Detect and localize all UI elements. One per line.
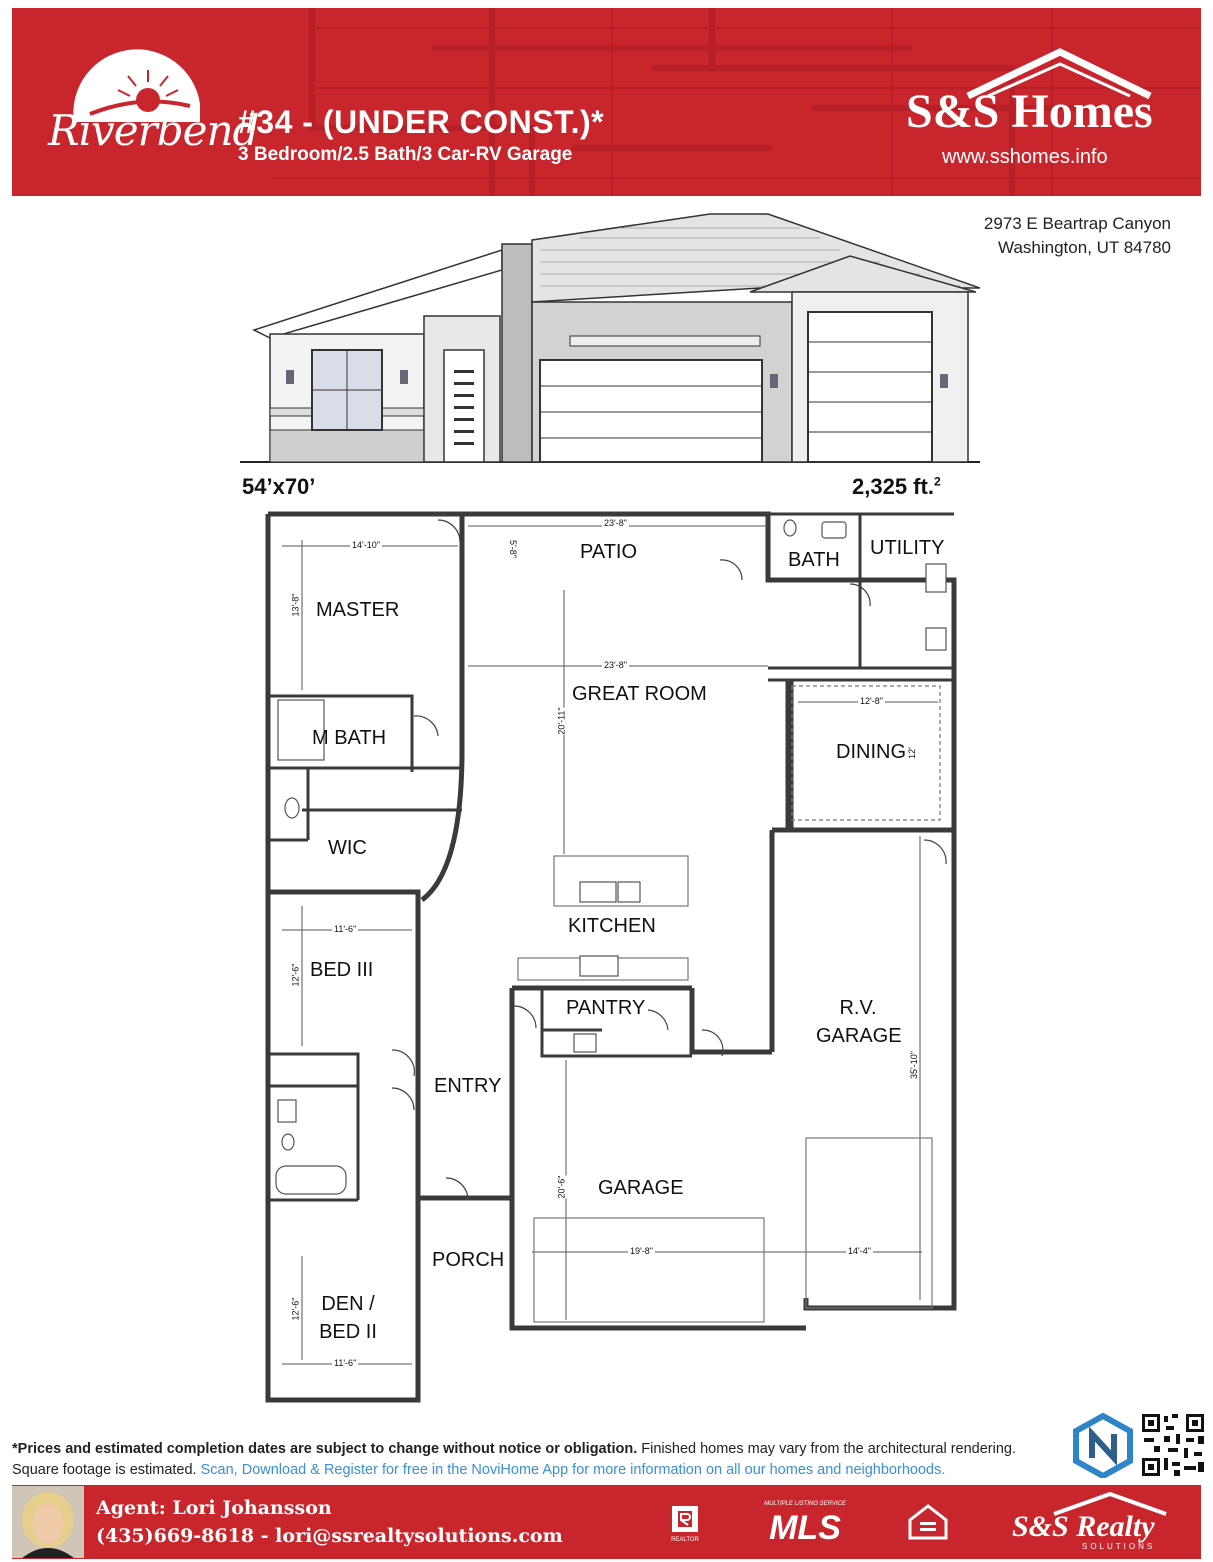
address-line-1: 2973 E Beartrap Canyon: [983, 214, 1171, 233]
realtor-logo: [668, 1504, 702, 1544]
disclaimer-text: Finished homes may vary from the architectural rendering. Square footage is estimated.: [12, 1441, 1017, 1478]
dim-den-height: 12'-6": [290, 1297, 301, 1321]
mls-sub-text: MULTIPLE LISTING SERVICE: [764, 1501, 846, 1507]
dim-great-height: 20'-11": [556, 707, 567, 735]
rv-garage-line-2: GARAGE: [816, 1025, 902, 1047]
square-footage-value: 2,325 ft.: [852, 474, 934, 499]
agent-photo: [12, 1486, 84, 1558]
room-pantry: PANTRY: [566, 997, 646, 1019]
disclaimer: [12, 1439, 1064, 1481]
dim-dining-height: 12': [906, 747, 917, 759]
front-elevation-drawing: [240, 210, 980, 466]
room-bed-3: BED III: [310, 959, 374, 981]
room-patio: PATIO: [580, 541, 638, 563]
square-footage: [852, 474, 941, 500]
dim-den-width: 11'-6": [334, 1358, 357, 1368]
plan-title: #34 - (UNDER CONST.)*: [238, 104, 605, 140]
dim-master-height: 13'-8": [290, 593, 301, 617]
room-bath: BATH: [788, 549, 840, 571]
realty-name: S&S Realty: [1012, 1510, 1155, 1543]
floor-plan: [262, 510, 962, 1405]
room-master: MASTER: [316, 599, 400, 621]
room-dining: DINING: [836, 741, 906, 763]
rv-garage-line-1: R.V.: [839, 997, 877, 1019]
room-kitchen: KITCHEN: [568, 915, 656, 937]
realty-sub: SOLUTIONS: [1082, 1542, 1156, 1551]
qr-code[interactable]: [1140, 1412, 1206, 1478]
builder-website[interactable]: www.sshomes.info: [942, 146, 1108, 168]
agent-contact[interactable]: (435)669-8618 - lori@ssrealtysolutions.com: [96, 1525, 563, 1547]
disclaimer-bold: *Prices and estimated completion dates are subject to change without notice or obligation.: [12, 1441, 638, 1457]
header-banner: [12, 8, 1201, 196]
address-line-2: Washington, UT 84780: [998, 238, 1171, 257]
mls-logo: [750, 1497, 860, 1547]
room-porch: PORCH: [432, 1249, 505, 1271]
dim-great-width: 23'-8": [604, 660, 627, 670]
dim-bed3-width: 11'-6": [334, 924, 357, 934]
agent-name: Agent: Lori Johansson: [96, 1497, 332, 1519]
property-address: [984, 212, 1171, 260]
dim-master-width: 14'-10": [352, 540, 380, 550]
dim-bed3-height: 12'-6": [290, 963, 301, 987]
lot-size: 54’x70’: [242, 474, 316, 499]
dim-dining-width: 12'-8": [860, 696, 883, 706]
den-line-1: DEN /: [321, 1293, 375, 1315]
novihome-link[interactable]: Scan, Download & Register for free in the NoviHome App for more information on all our homes and neighborhoods.: [196, 1462, 946, 1478]
dim-garage-height: 20'-6": [556, 1175, 567, 1199]
room-entry: ENTRY: [434, 1075, 502, 1097]
mls-text: MLS: [769, 1509, 841, 1547]
den-line-2: BED II: [319, 1321, 377, 1343]
room-rv-garage: [816, 994, 900, 1050]
plan-subtitle: 3 Bedroom/2.5 Bath/3 Car-RV Garage: [238, 144, 573, 165]
room-utility: UTILITY: [870, 537, 945, 559]
dim-patio-width: 23'-8": [604, 518, 627, 528]
square-footage-unit-power: 2: [933, 474, 941, 489]
equal-housing-icon: [906, 1500, 950, 1544]
dim-rv-width: 14'-4": [848, 1246, 871, 1256]
room-den-bed-2: [312, 1290, 384, 1346]
room-great-room: GREAT ROOM: [572, 683, 707, 705]
dim-patio-height: 5'-8": [507, 540, 518, 558]
dim-rv-height: 35'-10": [908, 1051, 919, 1079]
room-master-bath: M BATH: [312, 727, 387, 749]
room-wic: WIC: [328, 837, 367, 859]
room-garage: GARAGE: [598, 1177, 684, 1199]
builder-name: S&S Homes: [906, 85, 1153, 138]
realtor-text: REALTOR: [671, 1537, 699, 1543]
novihome-app-icon[interactable]: [1070, 1412, 1136, 1478]
dim-garage-width: 19'-8": [630, 1246, 653, 1256]
riverbend-brand: Riverbend: [48, 106, 259, 155]
